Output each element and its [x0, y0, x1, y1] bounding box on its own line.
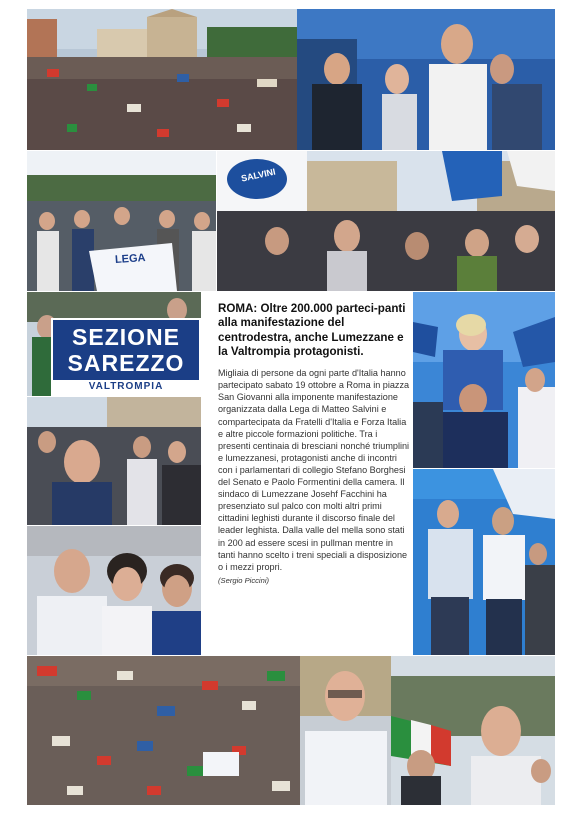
- lega-flag-text: LEGA: [114, 251, 146, 267]
- banner-line-2: SAREZZO: [67, 350, 185, 376]
- salvini-flag-text: SALVINI: [240, 166, 277, 184]
- article-block: [214, 302, 412, 654]
- group-selfie-photo: [27, 526, 201, 655]
- lega-flag-crowd-photo: [27, 151, 216, 291]
- sarezzo-banner-photo: [27, 292, 201, 396]
- banner-line-1: SEZIONE: [72, 324, 180, 350]
- crowd-selfie-2-photo: [391, 656, 555, 805]
- aerial-crowd-photo: [27, 656, 300, 805]
- man-portrait-photo: [300, 656, 391, 805]
- woman-on-shoulders-photo: [413, 292, 555, 468]
- article-author: (Sergio Piccini): [218, 575, 270, 585]
- leaders-stage-photo: [297, 9, 555, 150]
- article-headline: ROMA: Oltre 200.000 parteci-panti alla manifestazione del centrodestra, anche Lumezzane e la Valtrompia protagonisti.: [218, 302, 406, 358]
- stage-speaker-photo: [413, 469, 555, 655]
- crowd-piazza-photo: [27, 9, 297, 150]
- banner-line-3: VALTROMPIA: [88, 381, 164, 392]
- article-body: Migliaia di persone da ogni parte d'Italia hanno partecipato sabato 19 ottobre a Roma in piazza San Giovanni alla imponente manifestazione organizzata dalla Lega di Matteo Salvini e compartecipata da Fratelli d'Italia e Forza Italia e altre piccole formazioni politiche. Tra i presenti centinaia di bresciani nonché triumplini e lumezzanesi, protagonisti anche di incontri con i parlamentari di collegio Stefano Borghesi del Senato e Paolo Formentini della camera. Il sindaco di Lumezzane Josehf Facchini ha presenziato sul palco con molti altri primi cittadini leghisti durante il discorso finale del leader leghista. Dalla valle del mella sono stati in 200 ad essere scesi in pullman mentre in tanti hanno scelto i treni speciali a disposizione o i mezzi propri.: [218, 368, 410, 572]
- salvini-flag-crowd-photo: [217, 151, 555, 291]
- crowd-selfie-photo: [27, 397, 201, 525]
